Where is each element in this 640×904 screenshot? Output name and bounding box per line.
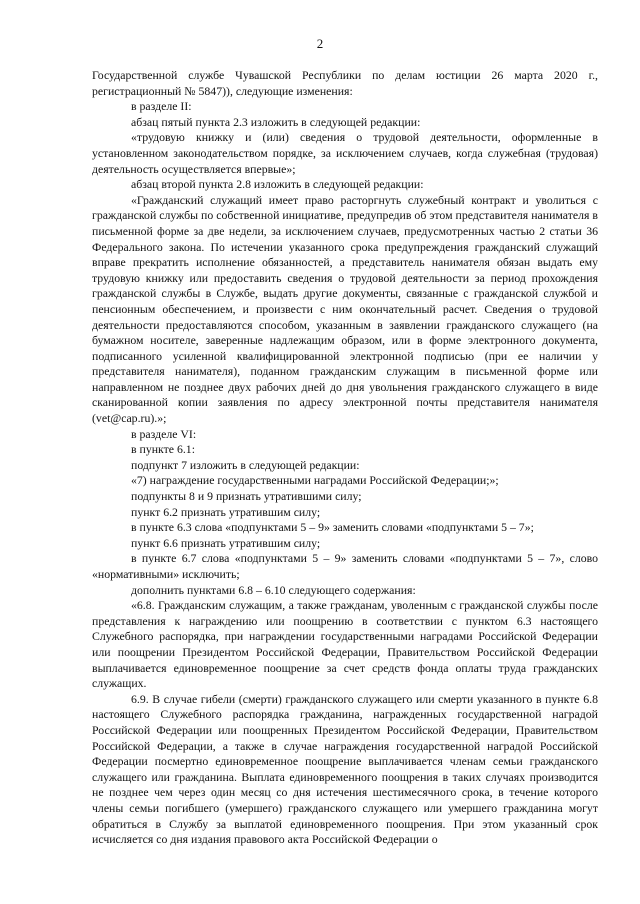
paragraph: пункт 6.6 признать утратившим силу; bbox=[131, 535, 321, 550]
paragraph: в пункте 6.1: bbox=[131, 442, 195, 457]
paragraph: «6.8. Гражданским служащим, а также гражданам, уволенным с гражданской службы после представления к награждению или поощрению в соответствии с пунктом 6.3 настоящего Служебного распорядка, при награждении государственными наградами Российской Федерации или поощрении Президентом Российской Федерации, Правительством Российской Федерации выплачивается единовременное поощрение за счет средств фонда оплаты труда гражданских служащих. bbox=[92, 598, 598, 691]
paragraph: пункт 6.2 признать утратившим силу; bbox=[131, 504, 321, 519]
paragraph: «7) награждение государственными наградами Российской Федерации;»; bbox=[131, 473, 499, 488]
paragraph: абзац второй пункта 2.8 изложить в следующей редакции: bbox=[131, 177, 424, 192]
paragraph: подпункты 8 и 9 признать утратившими силу; bbox=[131, 489, 362, 504]
paragraph: абзац пятый пункта 2.3 изложить в следующей редакции: bbox=[131, 114, 421, 129]
page-number: 2 bbox=[316, 36, 324, 51]
paragraph: «трудовую книжку и (или) сведения о трудовой деятельности, оформленные в установленном законодательством порядке, за исключением случаев, когда служебная (трудовая) деятельность осуществляется впервые»; bbox=[92, 130, 598, 176]
paragraph: 6.9. В случае гибели (смерти) гражданского служащего или смерти указанного в пункте 6.8 настоящего Служебного распорядка гражданина, награжденных государственной наградой Российской Федерации или поощренных Президентом Российской Федерации, Правительством Российской Федерации, а также в случае награждения государственной наградой Российской Федерации посмертно единовременное поощрение выплачивается членам семьи гражданского служащего или гражданина. Выплата единовременного поощрения в таких случаях производится не позднее чем через один месяц со дня истечения шестимесячного срока, в течение которого члены семьи погибшего (умершего) гражданского служащего или умершего гражданина могут обратиться в Службу за выплатой единовременного поощрения. При этом указанный срок исчисляется со дня издания правового акта Российской Федерации о bbox=[92, 691, 598, 847]
paragraph: в разделе II: bbox=[131, 99, 192, 114]
paragraph: подпункт 7 изложить в следующей редакции: bbox=[131, 457, 360, 472]
paragraph: в пункте 6.7 слова «подпунктами 5 – 9» заменить словами «подпунктами 5 – 7», слово «нормативными» исключить; bbox=[92, 551, 598, 581]
document-body bbox=[92, 68, 598, 848]
paragraph: в пункте 6.3 слова «подпунктами 5 – 9» заменить словами «подпунктами 5 – 7»; bbox=[131, 520, 534, 535]
paragraph: «Гражданский служащий имеет право расторгнуть служебный контракт и уволиться с гражданской службы по собственной инициативе, предупредив об этом представителя нанимателя в письменной форме за две недели, за исключением случаев, предусмотренных частью 2 статьи 36 Федерального закона. По истечении указанного срока предупреждения гражданский служащий вправе прекратить исполнение обязанностей, а представитель нанимателя обязан выдать ему трудовую книжку или предоставить сведения о трудовой деятельности за период прохождения гражданской службы в Службе, выдать другие документы, связанные с гражданской службой и пенсионным обеспечением, и произвести с ним окончательный расчет. Сведения о трудовой деятельности предоставляются способом, указанным в заявлении гражданского служащего (на бумажном носителе, заверенные надлежащим образом, или в форме электронного документа, подписанного усиленной квалифицированной электронной подписью (при ее наличии у представителя нанимателя), поданном гражданским служащим в письменной форме или направленном не позднее двух рабочих дней до дня увольнения гражданского служащего в виде сканированной копии заявления по адресу электронной почты представителя нанимателя (vet@cap.ru).»; bbox=[92, 192, 598, 426]
paragraph: Государственной службе Чувашской Республики по делам юстиции 26 марта 2020 г., регистрационный № 5847)), следующие изменения: bbox=[92, 68, 598, 98]
paragraph: дополнить пунктами 6.8 – 6.10 следующего содержания: bbox=[131, 582, 416, 597]
paragraph: в разделе VI: bbox=[131, 426, 197, 441]
